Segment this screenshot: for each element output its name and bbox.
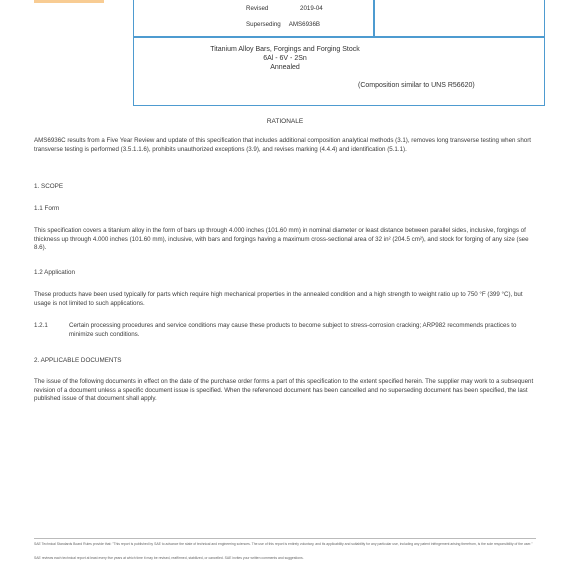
section-1-heading: 1. SCOPE — [34, 183, 64, 190]
superseding-label: Superseding — [246, 21, 281, 28]
superseding-value: AMS6936B — [288, 21, 321, 28]
logo-fragment — [34, 0, 104, 3]
footer-review-note: SAE reviews each technical report at least every five years at which time it may be revised, reaffirmed, stabilized, or cancelled. SAE invites your written comments and suggestions. — [34, 556, 304, 560]
revised-row — [246, 5, 323, 12]
section-1-1-heading: 1.1 Form — [34, 205, 60, 212]
title-line-1: Titanium Alloy Bars, Forgings and Forging Stock — [210, 46, 360, 53]
rationale-heading: RATIONALE — [266, 118, 304, 125]
title-line-2: 6Al - 6V - 2Sn — [263, 54, 307, 62]
footer-rule — [34, 538, 536, 539]
section-1-1-text: This specification covers a titanium alloy in the form of bars up through 4.000 inches (101.60 mm) in nominal diameter or least distance between parallel sides, inclusive, forgings of thickness up through 4.000 inches (101.60 mm), inclusive, with bars and forgings having a maximum cross-sectional area of 32 in² (204.5 cm²), and stock for forging of any size (see 8.6). — [34, 227, 529, 252]
section-1-2-heading: 1.2 Application — [34, 269, 75, 276]
section-2-heading: 2. APPLICABLE DOCUMENTS — [34, 357, 122, 364]
rationale-text: AMS6936C results from a Five Year Review and update of this specification that includes additional composition analytical methods (3.1), removes long transverse testing when short transverse testing is performed (3.5.1.1.6), prohibits unauthorized exceptions (3.9), and revises marking (4.4.4) and identification (5.1.1). — [34, 137, 531, 153]
superseding-row — [246, 21, 320, 28]
header-divider-horizontal — [134, 36, 544, 38]
composition-note: (Composition similar to UNS R56620) — [358, 82, 475, 89]
section-1-2-text: These products have been used typically for parts which require high mechanical properties in the annealed condition and a high strength to weight ratio up to 750 °F (399 °C), but usage is not limited to such applications. — [34, 291, 523, 307]
title-line-3: Annealed — [270, 63, 300, 71]
section-1-2-1-text: Certain processing procedures and service conditions may cause these products to become subject to stress-corrosion cracking; ARP982 recommends practices to minimize such conditions. — [69, 322, 517, 338]
revised-value: 2019-04 — [300, 5, 323, 12]
document-title — [0, 46, 570, 72]
footer-disclaimer: SAE Technical Standards Board Rules provide that: "This report is published by SAE to advance the state of technical and engineering sciences. The use of this report is entirely voluntary, and its applicability and suitability for any particular use, including any patent infringement arising therefrom, is the sole responsibility of the user." — [34, 542, 533, 546]
revised-label: Revised — [246, 5, 269, 12]
header-divider-vertical — [373, 0, 375, 36]
section-1-2-1-number: 1.2.1 — [34, 322, 48, 329]
section-2-text: The issue of the following documents in effect on the date of the purchase order forms a part of this specification to the extent specified herein. The supplier may work to a subsequent revision of a document unless a specific document issue is specified. When the referenced document has been cancelled and no superseding document has been specified, the last published issue of that document shall apply. — [34, 378, 534, 403]
